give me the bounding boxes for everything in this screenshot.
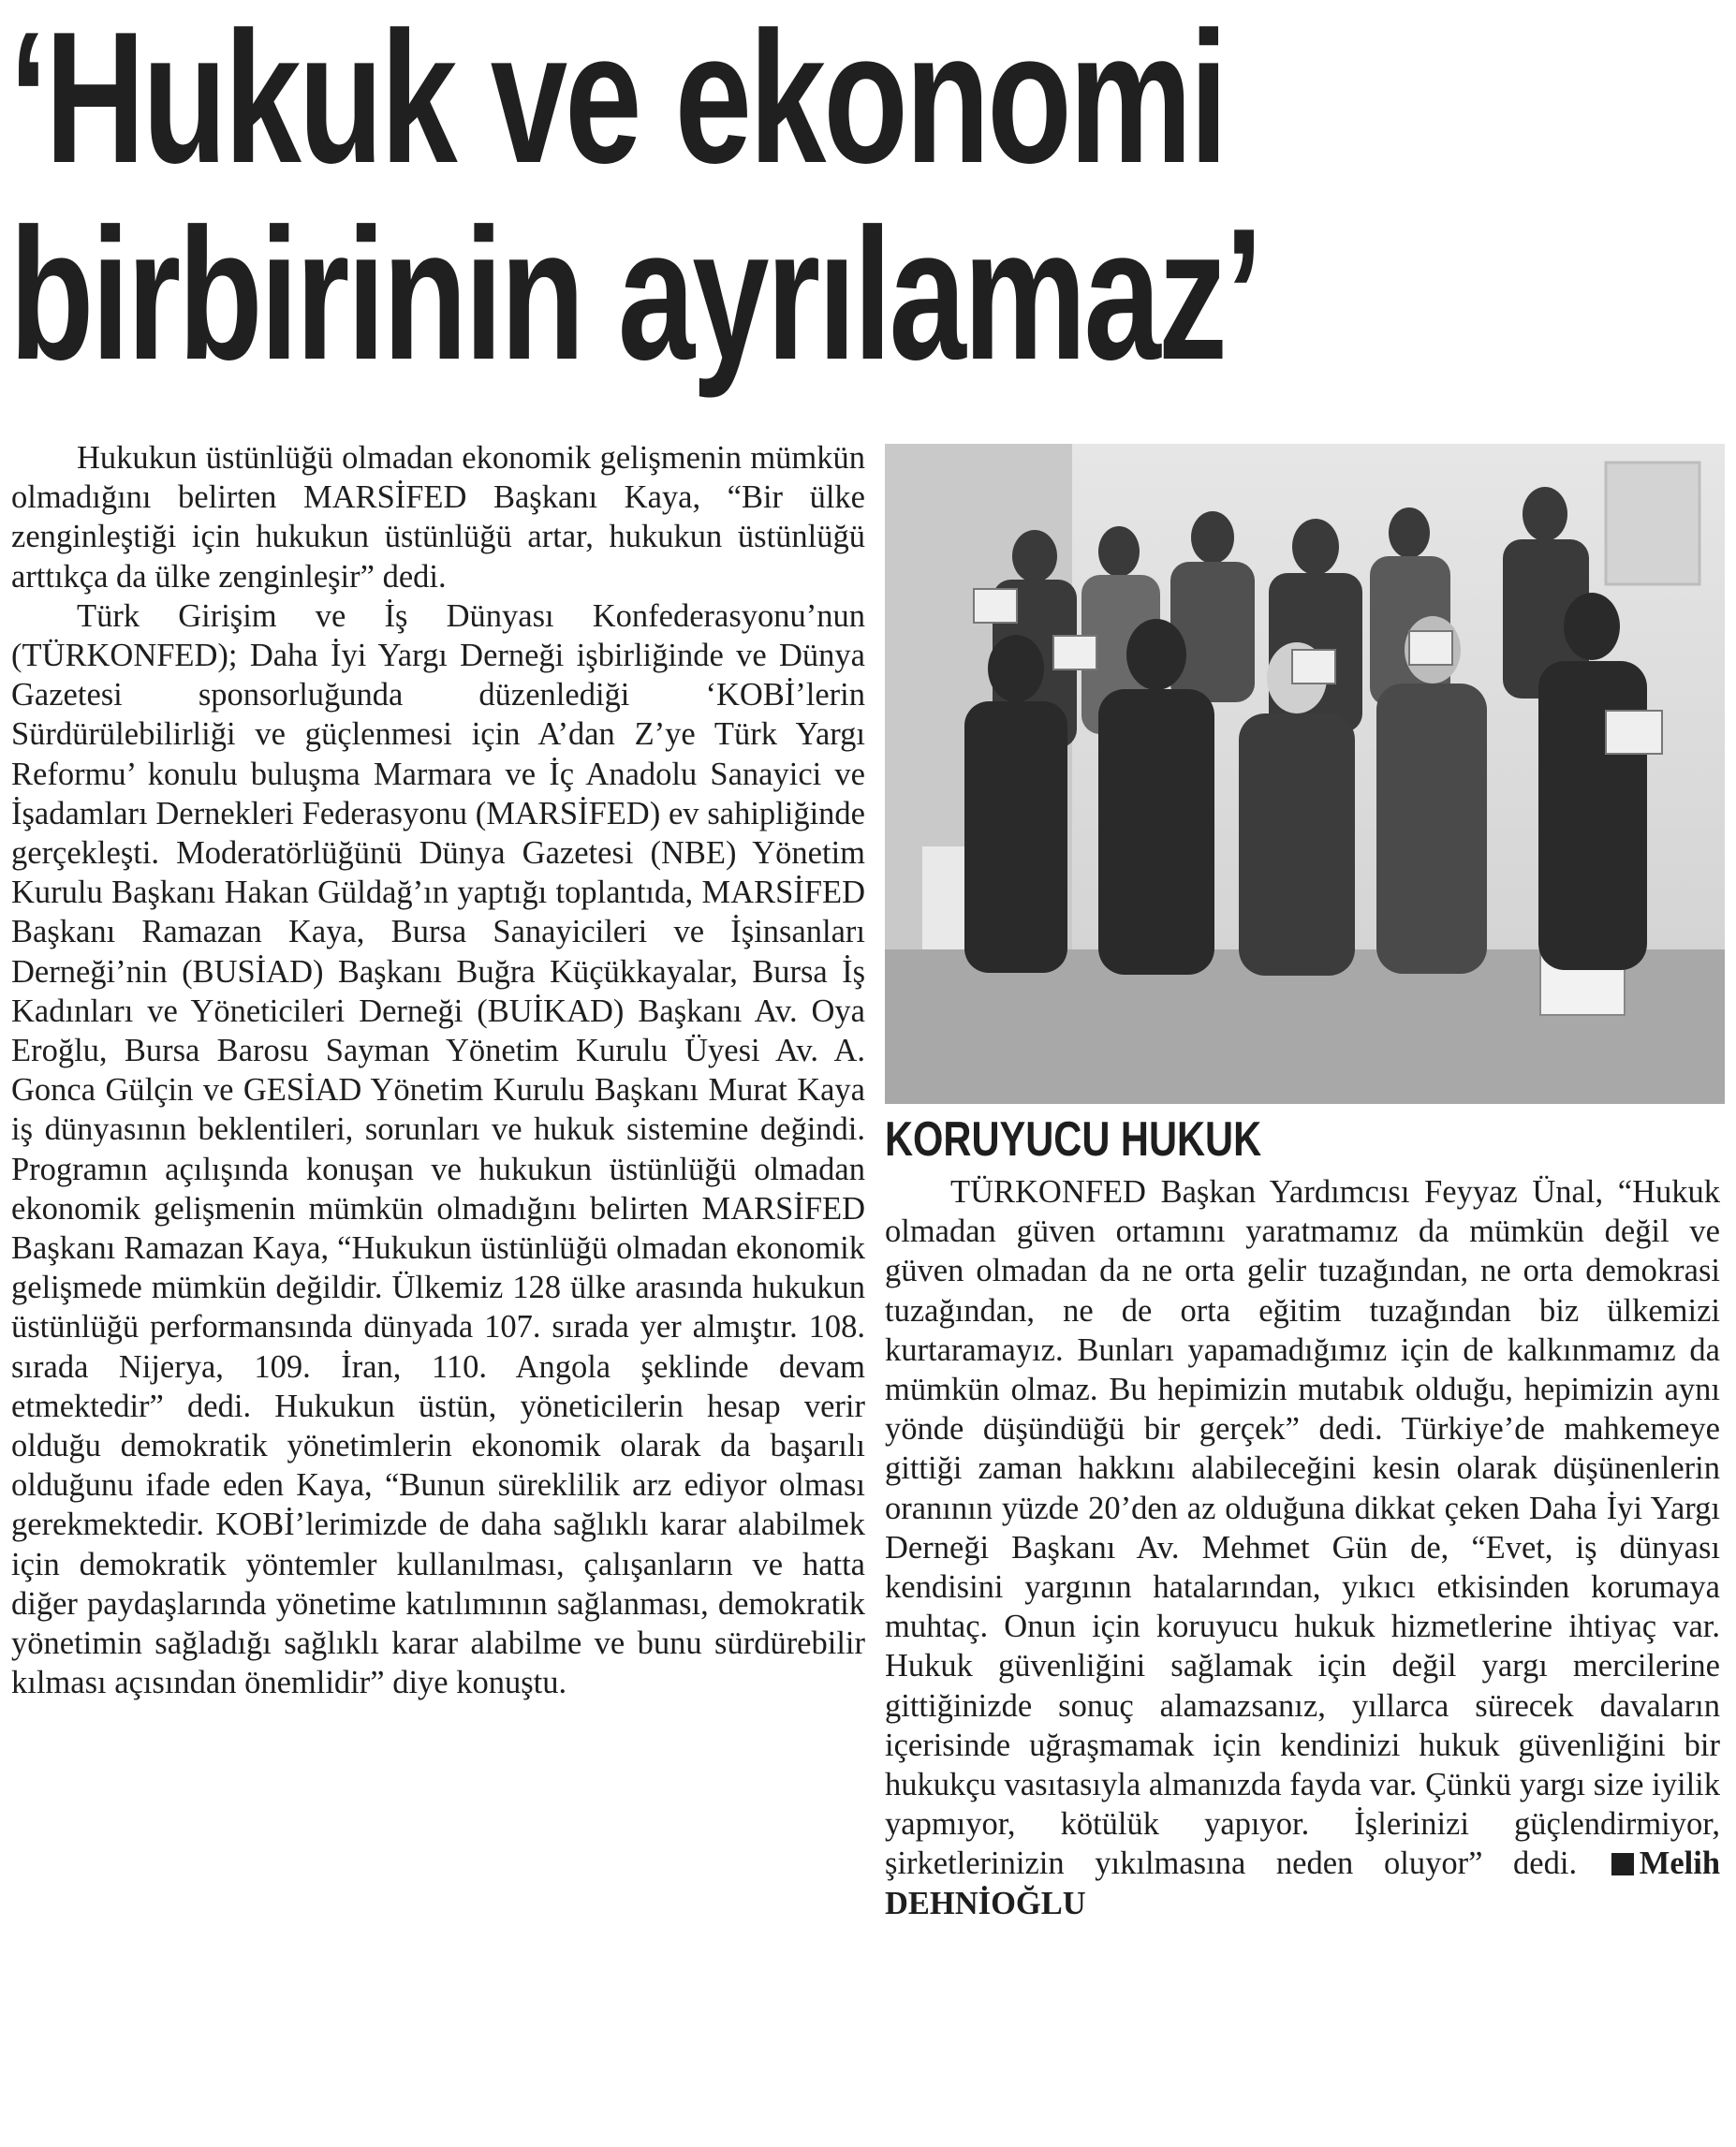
article-column-left (11, 438, 865, 1703)
body-paragraph: Türk Girişim ve İş Dünyası Konfederasyonu’nun (TÜRKONFED); Daha İyi Yargı Derneği işbirliğinde ve Dünya Gazetesi sponsorluğunda düzenlediği ‘KOBİ’lerin Sürdürülebilirliği ve güçlenmesi için A’dan Z’ye Türk Yargı Reformu’ konulu buluşma Marmara ve İç Anadolu Sanayici ve İşadamları Dernekleri Federasyonu (MARSİFED) ev sahipliğinde gerçekleşti. Moderatörlüğünü Dünya Gazetesi (NBE) Yönetim Kurulu Başkanı Hakan Güldağ’ın yaptığı toplantıda, MARSİFED Başkanı Ramazan Kaya, Bursa Sanayicileri ve İşinsanları Derneği’nin (BUSİAD) Başkanı Buğra Küçükkayalar, Bursa İş Kadınları ve Yöneticileri Derneği (BUİKAD) Başkanı Av. Oya Eroğlu, Bursa Barosu Sayman Yönetim Kurulu Üyesi Av. A. Gonca Gülçin ve GESİAD Yönetim Kurulu Başkanı Murat Kaya iş dünyasının beklentileri, sorunları ve hukuk sistemine değindi. Programın açılışında konuşan ve hukukun üstünlüğü olmadan ekonomik gelişmenin mümkün olmadığını belirten MARSİFED Başkanı Ramazan Kaya, “Hukukun üstünlüğü olmadan ekonomik gelişmede mümkün değildir. Ülkemiz 128 ülke arasında hukukun üstünlüğü performansında dünyada 107. sırada yer almıştır. 108. sırada Nijerya, 109. İran, 110. Angola şeklinde devam etmektedir” dedi. Hukukun üstün, yöneticilerin hesap verir olduğu demokratik yönetimlerin ekonomik olarak da başarılı olduğunu ifade eden Kaya, “Bunun süreklilik arz ediyor olması gerekmektedir. KOBİ’lerimizde de daha sağlıklı karar alabilmek için demokratik yöntemler kullanılması, çalışanların ve hatta diğer paydaşlarında yönetime katılımının sağlanması, demokratik yönetimin sağladığı sağlıklı karar alabilme ve bunu sürdürebilir kılması açısından önemlidir” diye konuştu. (11, 597, 865, 1701)
lead-paragraph: Hukukun üstünlüğü olmadan ekonomik gelişmenin mümkün olmadığını belirten MARSİFED Başkanı Kaya, “Bir ülke zenginleştiği için hukukun üstünlüğü artar, hukukun üstünlüğü arttıkça da ülke zenginleşir” dedi. (11, 440, 865, 595)
headline-line-1: ‘Hukuk ve ekonomi (9, 0, 1226, 202)
news-photo (885, 444, 1725, 1104)
body-paragraph-right (885, 1172, 1720, 1923)
body-text: TÜRKONFED Başkan Yardımcısı Feyyaz Ünal, “Hukuk olmadan güven ortamını yaratmamız da mümkün değil ve güven olmadan da ne orta gelir tuzağından, ne orta demokrasi tuzağından, ne de orta eğitim tuzağından biz ülkemizi kurtaramayız. Bunları yapamadığımız için de kalkınmamız da mümkün olmaz. Bu hepimizin mutabık olduğu, hepimizin aynı yönde düşündüğü bir gerçek” dedi. Türkiye’de mahkemeye gittiği zaman hakkını alabileceğini kesin olarak düşünenlerin oranının yüzde 20’den az olduğuna dikkat çeken Daha İyi Yargı Derneği Başkanı Av. Mehmet Gün de, “Evet, iş dünyası kendisini yargının hatalarından, yıkıcı etkisinden korumaya muhtaç. Onun için koruyucu hukuk hizmetlerine ihtiyaç var. Hukuk güvenliğini sağlamak için değil yargı mercilerine gittiğinizde sonuç alamazsanız, yıllarca sürecek davaların içerisinde uğraşmamak için kendinizi hukuk güvenliğini bir hukukçu vasıtasıyla almanızda fayda var. Çünkü yargı size iyilik yapmıyor, kötülük yapıyor. İşlerinizi güçlendirmiyor, şirketlerinizin yıkılmasına neden oluyor” dedi. (885, 1174, 1720, 1882)
byline-square-icon (1611, 1853, 1634, 1875)
headline (9, 0, 1285, 399)
headline-line-2: birbirinin ayrılamaz’ (9, 190, 1261, 399)
section-subheading: KORUYUCU HUKUK (885, 1112, 1262, 1167)
byline: Melih DEHNİOĞLU (885, 1846, 1721, 1921)
article-column-right (885, 1172, 1720, 1923)
